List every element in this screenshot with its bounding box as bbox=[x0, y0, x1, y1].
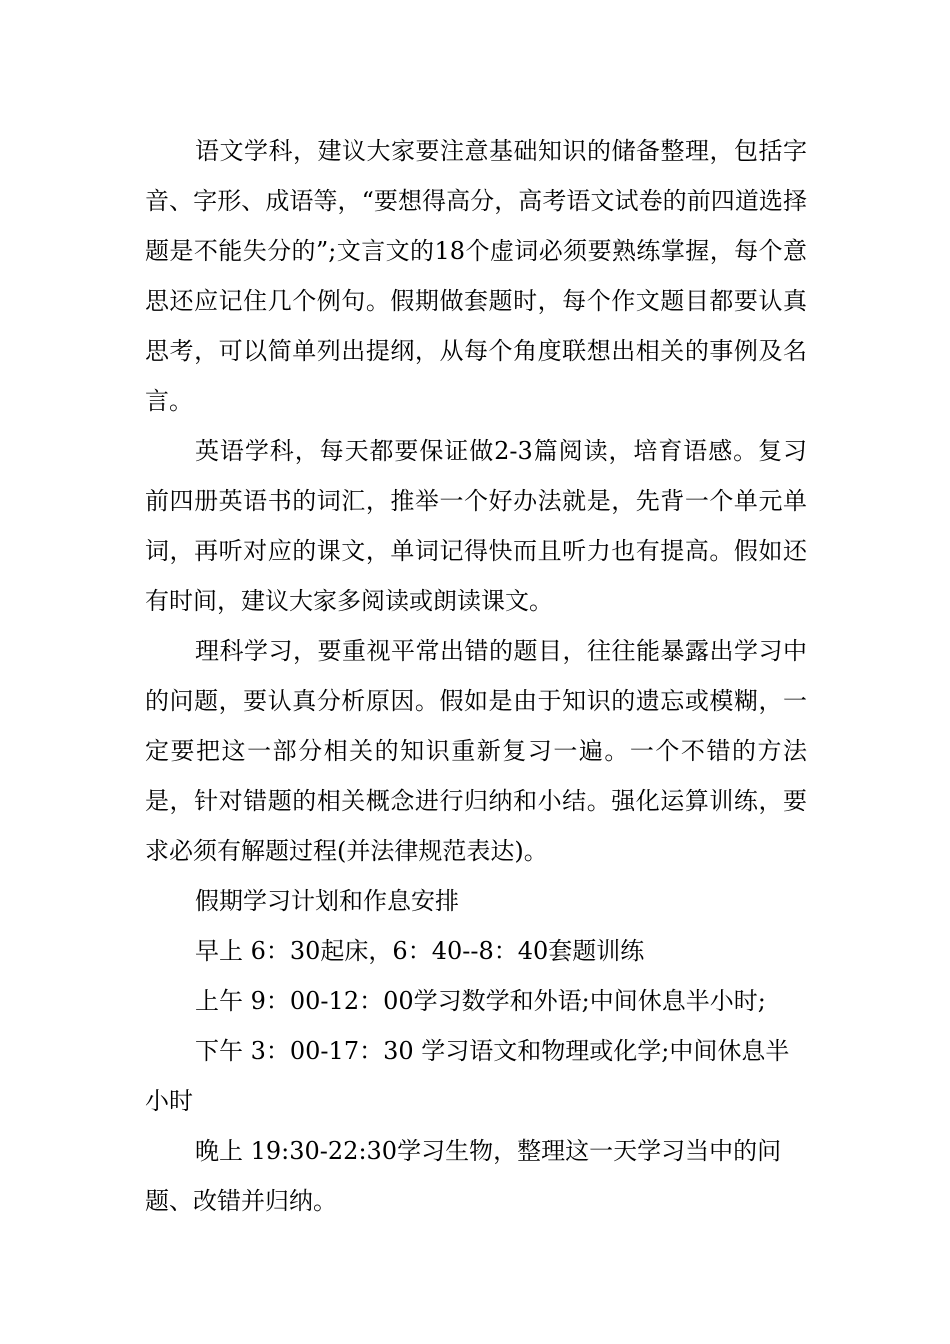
paragraph-english-study: 英语学科，每天都要保证做2-3篇阅读，培育语感。复习前四册英语书的词汇，推举一个好办法就是，先背一个单元单词，再听对应的课文，单词记得快而且听力也有提高。假如还有时间，建议大家多阅读或朗读课文。 bbox=[145, 437, 807, 615]
schedule-title: 假期学习计划和作息安排 bbox=[195, 887, 459, 915]
schedule-afternoon: 下午 3：00-17：30 学习语文和物理或化学;中间休息半小时 bbox=[145, 1037, 790, 1115]
paragraph-science-study: 理科学习，要重视平常出错的题目，往往能暴露出学习中的问题，要认真分析原因。假如是由于知识的遗忘或模糊，一定要把这一部分相关的知识重新复习一遍。一个不错的方法是，针对错题的相关概念进行归纳和小结。强化运算训练，要求必须有解题过程(并法律规范表达)。 bbox=[145, 637, 807, 865]
schedule-morning-early: 早上 6：30起床，6：40--8：40套题训练 bbox=[195, 937, 645, 965]
schedule-morning: 上午 9：00-12：00学习数学和外语;中间休息半小时; bbox=[195, 987, 766, 1015]
document-body bbox=[145, 126, 807, 1226]
schedule-evening: 晚上 19:30-22:30学习生物，整理这一天学习当中的问题、改错并归纳。 bbox=[145, 1137, 782, 1215]
paragraph-chinese-study: 语文学科，建议大家要注意基础知识的储备整理，包括字音、字形、成语等，“要想得高分，高考语文试卷的前四道选择题是不能失分的”;文言文的18个虚词必须要熟练掌握，每个意思还应记住几个例句。假期做套题时，每个作文题目都要认真思考，可以简单列出提纲，从每个角度联想出相关的事例及名言。 bbox=[145, 137, 807, 415]
